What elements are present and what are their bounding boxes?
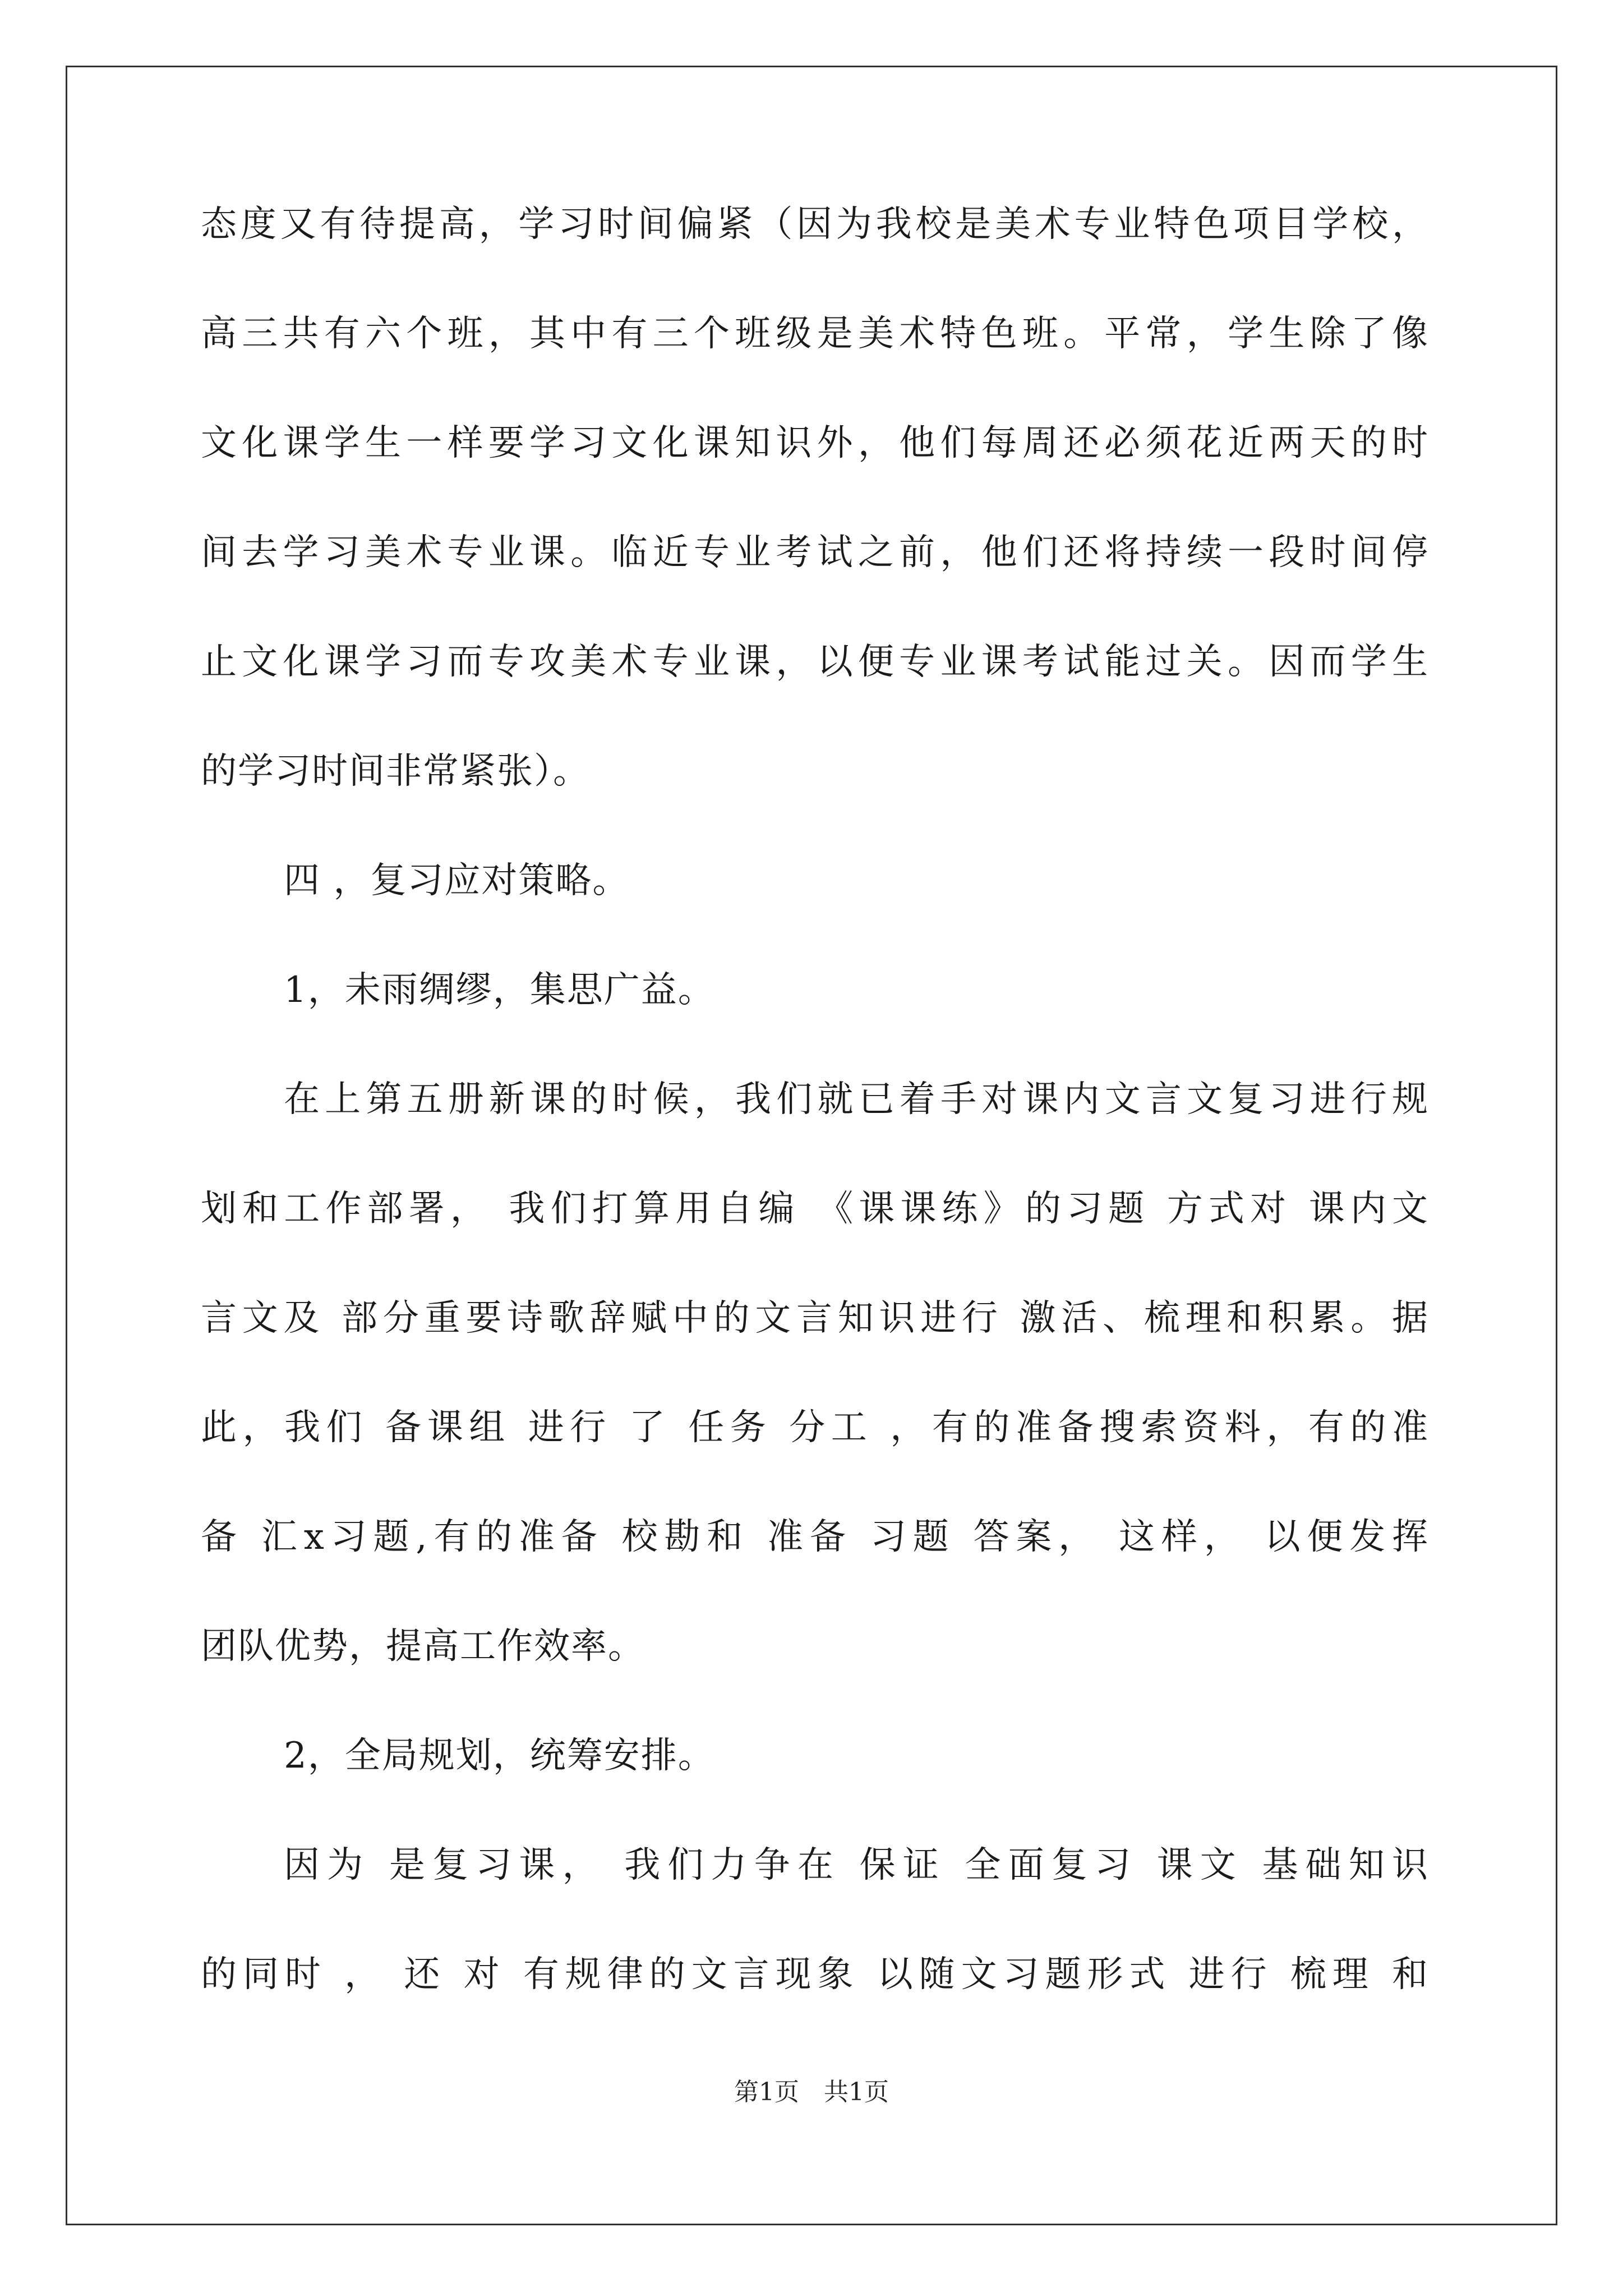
page-border — [66, 66, 1557, 2225]
body-line-16: 因为 是复习课， 我们力争在 保证 全面复习 课文 基础知识 — [284, 1844, 1429, 1886]
body-line-9: 在上第五册新课的时候，我们就已着手对课内文言文复习进行规 — [284, 1079, 1429, 1120]
body-line-13: 备 汇x习题,有的准备 校勘和 准备 习题 答案， 这样， 以便发挥 — [201, 1516, 1429, 1558]
body-line-5: 止文化课学习而专攻美术专业课，以便专业课考试能过关。因而学生 — [201, 641, 1429, 683]
subheading-1: 1，未雨绸缪，集思广益。 — [284, 969, 715, 1011]
body-line-10: 划和工作部署， 我们打算用自编 《课课练》的习题 方式对 课内文 — [201, 1188, 1429, 1230]
body-line-6: 的学习时间非常紧张）。 — [201, 751, 590, 792]
body-line-1: 态度又有待提高，学习时间偏紧（因为我校是美术专业特色项目学校， — [201, 204, 1429, 245]
body-line-4: 间去学习美术专业课。临近专业考试之前，他们还将持续一段时间停 — [201, 532, 1429, 573]
section-heading: 四 ，复习应对策略。 — [284, 860, 630, 901]
subheading-2: 2，全局规划，统筹安排。 — [284, 1735, 715, 1777]
body-line-3: 文化课学生一样要学习文化课知识外，他们每周还必须花近两天的时 — [201, 422, 1429, 464]
body-line-2: 高三共有六个班，其中有三个班级是美术特色班。平常，学生除了像 — [201, 313, 1429, 355]
page-footer: 第1页 共1页 — [734, 2078, 889, 2106]
body-line-12: 此，我们 备课组 进行 了 任务 分工 ，有的准备搜索资料，有的准 — [201, 1407, 1429, 1448]
body-line-17: 的同时 ， 还 对 有规律的文言现象 以随文习题形式 进行 梳理 和 — [201, 1954, 1429, 1995]
body-line-14: 团队优势，提高工作效率。 — [201, 1626, 645, 1667]
body-line-11: 言文及 部分重要诗歌辞赋中的文言知识进行 激活、梳理和积累。据 — [201, 1297, 1429, 1339]
